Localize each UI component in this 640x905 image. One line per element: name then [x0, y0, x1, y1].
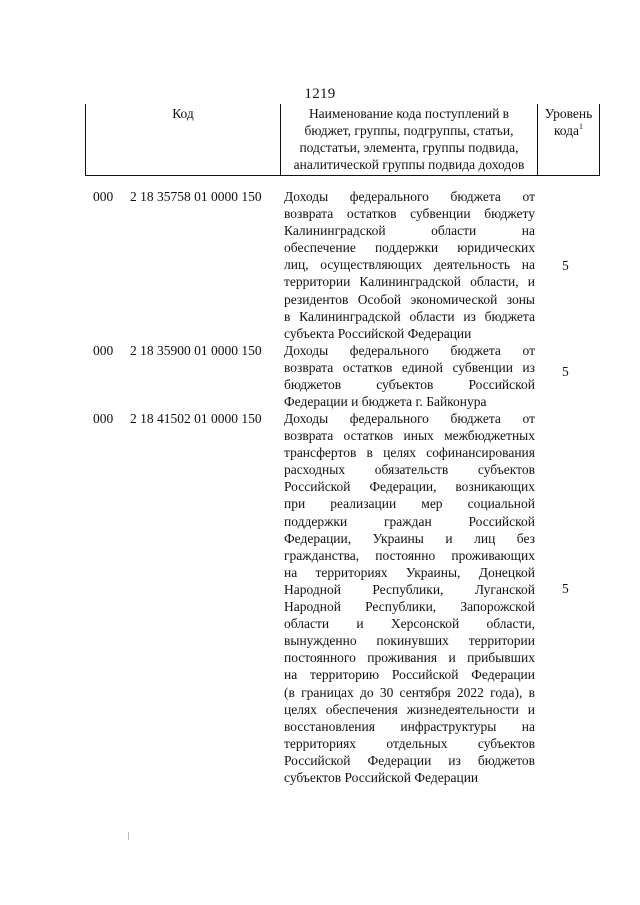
description-line: возврата остатков иных межбюджетных [284, 428, 535, 444]
description-line: обеспечение поддержки юридических [284, 240, 535, 256]
header-level-line: кода [553, 123, 580, 138]
row-prefix: 000 [93, 189, 114, 204]
description-line: на территориях Украины, Донецкой [284, 564, 535, 580]
header-name-line: аналитической группы подвида доходов [293, 157, 525, 172]
description-line: в Калининградской области из бюджета [284, 308, 535, 324]
footnote-marker: 1 [579, 122, 584, 131]
description-line: бюджетов субъектов Российской [284, 377, 535, 393]
header-table [85, 104, 600, 176]
description-line: Народной Республики, Запорожской [284, 599, 535, 615]
description-line: на территорию Российской Федерации [284, 667, 535, 683]
description-line: Российской Федерации, возникающих [284, 479, 535, 495]
row-level: 5 [562, 258, 569, 273]
description-line: возврата остатков субвенции бюджету [284, 206, 535, 222]
description-line: Федерации и бюджета г. Байконура [284, 394, 487, 410]
description-line: Калининградской области на [284, 223, 535, 239]
scan-artifact [128, 832, 129, 840]
description-line: целях обеспечения жизнедеятельности и [284, 701, 535, 717]
description-line: (в границах до 30 сентября 2022 года), в [284, 684, 535, 700]
header-level [538, 104, 600, 176]
description-line: субъекта Российской Федерации [284, 325, 472, 341]
description-line: трансфертов в целях софинансирования [284, 445, 535, 461]
description-line: Доходы федерального бюджета от [284, 411, 535, 426]
description-line: гражданства, постоянно проживающих [284, 547, 535, 563]
description-line: вынужденно покинувших территории [284, 633, 535, 649]
header-level-line: Уровень [544, 106, 593, 121]
description-line: возврата остатков единой субвенции из [284, 360, 535, 376]
description-line: Федерации, Украины и лиц без [284, 530, 535, 546]
row-code: 2 18 35758 01 0000 150 [130, 189, 262, 204]
header-name-line: Наименование кода поступлений в [308, 106, 510, 121]
row-code: 2 18 41502 01 0000 150 [130, 411, 262, 426]
row-description [284, 188, 535, 342]
header-code: Код [86, 104, 281, 176]
description-line: субъектов Российской Федерации [284, 769, 479, 785]
header-name [281, 104, 538, 176]
description-line: Народной Республики, Луганской [284, 581, 535, 597]
header-name-line: подстатьи, элемента, группы подвида, [299, 140, 519, 155]
description-line: расходных обязательств субъектов [284, 462, 535, 478]
description-line: постоянного проживания и прибывших [284, 650, 535, 666]
description-line: области и Херсонской области, [284, 616, 535, 632]
description-line: Доходы федерального бюджета от [284, 343, 535, 358]
row-description [284, 342, 535, 410]
row-level: 5 [562, 581, 569, 596]
page-number: 1219 [304, 86, 336, 102]
description-line: резидентов Особой экономической зоны [284, 291, 535, 307]
description-line: лиц, осуществляющих деятельность на [284, 257, 535, 273]
row-prefix: 000 [93, 411, 114, 426]
row-level: 5 [562, 364, 569, 379]
row-code: 2 18 35900 01 0000 150 [130, 343, 262, 358]
row-prefix: 000 [93, 343, 114, 358]
description-line: территории Калининградской области, и [284, 274, 535, 290]
description-line: территориях отдельных субъектов [284, 735, 535, 751]
description-line: восстановления инфраструктуры на [284, 718, 535, 734]
header-row [86, 104, 600, 176]
description-line: поддержки граждан Российской [284, 513, 535, 529]
description-line: Доходы федерального бюджета от [284, 189, 535, 204]
description-line: Российской Федерации из бюджетов [284, 752, 535, 768]
header-name-line: бюджет, группы, подгруппы, статьи, [304, 123, 514, 138]
row-description [284, 410, 535, 786]
description-line: при реализации мер социальной [284, 496, 535, 512]
